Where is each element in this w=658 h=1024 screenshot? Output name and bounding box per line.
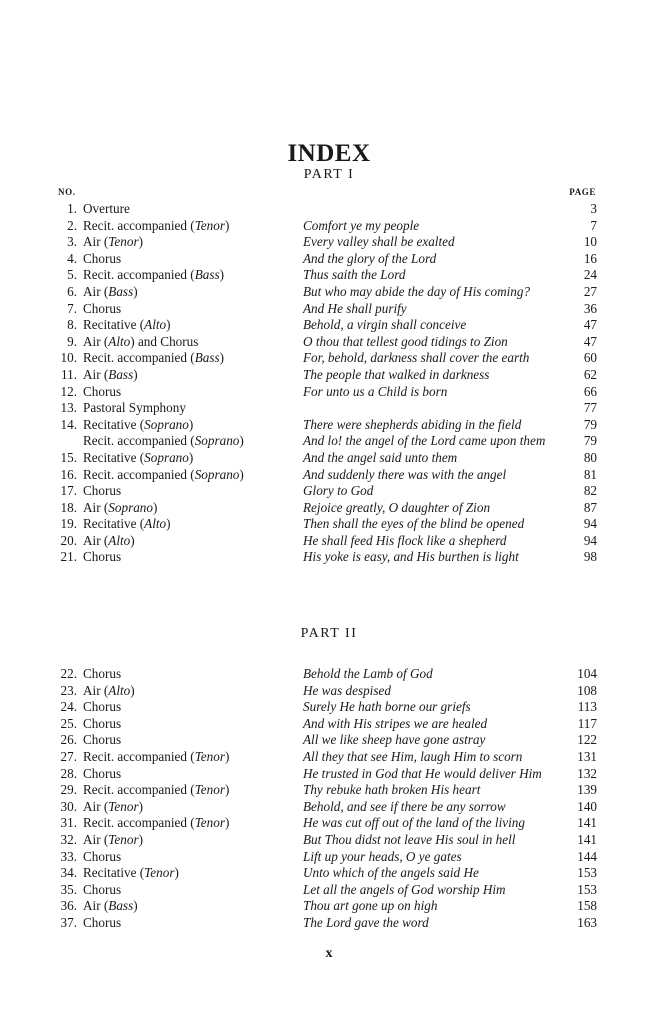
movement-form: Overture [83, 201, 130, 216]
index-entry [0, 782, 658, 799]
entry-number: 10. [60, 350, 77, 366]
entry-movement-type [83, 201, 130, 218]
entry-incipit: And suddenly there was with the angel [303, 466, 507, 482]
entry-movement-type [83, 367, 138, 384]
entry-movement-type [83, 267, 224, 284]
movement-form: Chorus [83, 848, 122, 864]
voice-part: Tenor [194, 815, 225, 831]
movement-form: Recit. accompanied ( [83, 350, 195, 366]
voice-part: Soprano [144, 449, 189, 465]
entry-incipit: Lift up your heads, O ye gates [303, 848, 462, 864]
entry-incipit: For, behold, darkness shall cover the earth [303, 350, 530, 366]
movement-form: Recit. accompanied ( [83, 267, 195, 283]
voice-part: Alto [108, 333, 131, 349]
entry-movement-type [83, 516, 171, 533]
movement-form-suffix: ) [224, 217, 230, 233]
entry-page-number: 94 [583, 532, 597, 548]
entry-page-number: 104 [577, 666, 597, 681]
index-entry [0, 666, 658, 683]
movement-form: Recitative ( [83, 449, 145, 465]
entry-incipit: There were shepherds abiding in the field [303, 416, 522, 432]
entry-incipit: All we like sheep have gone astray [303, 732, 486, 748]
entry-incipit: Thou art gone up on high [303, 898, 438, 914]
entry-number: 27. [60, 748, 77, 764]
entry-page-number: 153 [577, 881, 597, 897]
voice-part: Alto [108, 682, 131, 698]
entry-movement-type [83, 766, 121, 783]
entry-page-number: 79 [583, 416, 597, 432]
index-entry [0, 218, 658, 235]
entry-movement-type [83, 749, 229, 766]
entry-movement-type [83, 799, 143, 816]
entry-page-number: 139 [577, 782, 597, 798]
movement-form: Recit. accompanied ( [83, 782, 195, 798]
index-entry [0, 699, 658, 716]
movement-form: Recit. accompanied ( [83, 815, 195, 831]
entry-page-number: 144 [577, 848, 597, 864]
movement-form: Air ( [83, 283, 109, 299]
entry-incipit: O thou that tellest good tidings to Zion [303, 333, 508, 349]
index-entry [0, 483, 658, 500]
entry-incipit: And lo! the angel of the Lord came upon them [303, 433, 546, 449]
voice-part: Bass [108, 366, 134, 382]
entry-incipit: He trusted in God that He would deliver Him [303, 765, 542, 781]
entry-number: 34. [60, 865, 77, 881]
movement-form: Recit. accompanied ( [83, 217, 195, 233]
voice-part: Bass [194, 267, 220, 283]
index-entry [0, 500, 658, 517]
index-entry [0, 732, 658, 749]
entry-movement-type [83, 915, 121, 932]
entry-page-number: 81 [583, 466, 597, 482]
entry-number: 20. [60, 532, 77, 548]
entry-movement-type [83, 433, 244, 450]
entry-number: 16. [60, 466, 77, 482]
voice-part: Bass [108, 283, 134, 299]
index-entry [0, 865, 658, 882]
entry-incipit: Thus saith the Lord [303, 267, 406, 283]
index-entry [0, 251, 658, 268]
movement-form: Air ( [83, 234, 109, 250]
movement-form: Air ( [83, 366, 109, 382]
entry-movement-type [83, 334, 198, 351]
entry-page-number: 141 [577, 831, 597, 847]
entry-movement-type [83, 882, 121, 899]
entry-number: 7. [67, 300, 77, 316]
part-2-list [0, 666, 658, 932]
entry-incipit: Surely He hath borne our griefs [303, 699, 471, 715]
movement-form: Pastoral Symphony [83, 400, 186, 416]
entry-number: 18. [60, 499, 77, 515]
voice-part: Alto [108, 532, 131, 548]
index-entry [0, 549, 658, 566]
entry-incipit: The people that walked in darkness [303, 366, 490, 382]
entry-number: 4. [67, 250, 77, 266]
movement-form-suffix: ) and Chorus [130, 333, 199, 349]
entry-page-number: 122 [577, 732, 597, 748]
entry-page-number: 62 [583, 366, 597, 382]
index-entry [0, 400, 658, 417]
movement-form-suffix: ) [133, 283, 138, 299]
entry-page-number: 141 [577, 815, 597, 831]
movement-form-suffix: ) [138, 234, 143, 250]
movement-form: Chorus [83, 383, 122, 399]
entry-movement-type [83, 666, 121, 683]
entry-page-number: 153 [577, 865, 597, 881]
movement-form: Recit. accompanied ( [83, 748, 195, 764]
entry-number: 13. [60, 400, 77, 416]
entry-incipit: Behold, and see if there be any sorrow [303, 798, 506, 814]
movement-form-suffix: ) [133, 898, 138, 914]
voice-part: Soprano [144, 416, 189, 432]
voice-part: Soprano [194, 466, 240, 482]
movement-form-suffix: ) [219, 350, 225, 366]
entry-number: 35. [60, 881, 77, 897]
entry-movement-type [83, 699, 121, 716]
entry-page-number: 80 [583, 449, 597, 465]
page-title: INDEX [287, 140, 371, 167]
movement-form-suffix: ) [166, 516, 171, 532]
index-entry [0, 267, 658, 284]
movement-form-suffix: ) [130, 532, 135, 548]
movement-form: Recitative ( [83, 516, 145, 532]
entry-page-number: 36 [583, 300, 597, 316]
voice-part: Tenor [194, 782, 225, 798]
movement-form: Chorus [83, 549, 122, 565]
entry-page-number: 24 [583, 267, 597, 283]
entry-movement-type [83, 450, 193, 467]
entry-movement-type [83, 533, 135, 550]
entry-incipit: Behold the Lamb of God [303, 666, 433, 681]
entry-number: 9. [67, 333, 77, 349]
voice-part: Tenor [194, 748, 225, 764]
entry-incipit: And the angel said unto them [303, 449, 458, 465]
entry-movement-type [83, 549, 121, 566]
entry-incipit: Comfort ye my people [303, 217, 420, 233]
voice-part: Alto [144, 317, 167, 333]
movement-form-suffix: ) [174, 865, 179, 881]
entry-page-number: 27 [583, 283, 597, 299]
entry-page-number: 117 [577, 715, 597, 731]
column-header-page: PAGE [569, 187, 596, 197]
entry-number: 37. [60, 914, 77, 930]
entry-incipit: Let all the angels of God worship Him [303, 881, 506, 897]
part-1-list [0, 201, 658, 566]
index-entry [0, 467, 658, 484]
entry-number: 2. [67, 217, 77, 233]
entry-movement-type [83, 417, 193, 434]
movement-form-suffix: ) [166, 317, 171, 333]
entry-page-number: 3 [590, 201, 597, 216]
voice-part: Tenor [108, 234, 139, 250]
entry-movement-type [83, 384, 121, 401]
movement-form-suffix: ) [224, 782, 230, 798]
entry-page-number: 94 [583, 516, 597, 532]
entry-page-number: 131 [577, 748, 597, 764]
entry-movement-type [83, 865, 179, 882]
voice-part: Tenor [144, 865, 175, 881]
entry-number: 6. [67, 283, 77, 299]
movement-form: Air ( [83, 532, 109, 548]
entry-incipit: And the glory of the Lord [303, 250, 437, 266]
index-entry [0, 683, 658, 700]
entry-movement-type [83, 483, 121, 500]
entry-number: 21. [60, 549, 77, 565]
movement-form: Chorus [83, 250, 122, 266]
entry-movement-type [83, 849, 121, 866]
entry-incipit: Every valley shall be exalted [303, 234, 455, 250]
index-entry [0, 384, 658, 401]
entry-incipit: Unto which of the angels said He [303, 865, 479, 881]
entry-number: 23. [60, 682, 77, 698]
entry-incipit: He was cut off out of the land of the living [303, 815, 525, 831]
entry-number: 5. [67, 267, 77, 283]
column-header-number: NO. [58, 187, 76, 197]
entry-page-number: 87 [583, 499, 597, 515]
entry-incipit: All they that see Him, laugh Him to scorn [303, 748, 523, 764]
movement-form: Air ( [83, 831, 109, 847]
index-entry [0, 716, 658, 733]
entry-movement-type [83, 234, 143, 251]
entry-incipit: For unto us a Child is born [303, 383, 448, 399]
index-entry [0, 201, 658, 218]
entry-number: 30. [60, 798, 77, 814]
voice-part: Soprano [108, 499, 153, 515]
movement-form: Chorus [83, 699, 122, 715]
movement-form-suffix: ) [152, 499, 158, 515]
movement-form-suffix: ) [138, 831, 143, 847]
entry-movement-type [83, 815, 229, 832]
entry-incipit: Behold, a virgin shall conceive [303, 317, 467, 333]
voice-part: Tenor [108, 798, 139, 814]
movement-form-suffix: ) [239, 466, 244, 482]
movement-form: Chorus [83, 666, 122, 681]
entry-incipit: And with His stripes we are healed [303, 715, 488, 731]
index-entry [0, 799, 658, 816]
movement-form-suffix: ) [133, 366, 138, 382]
index-entry [0, 766, 658, 783]
entry-movement-type [83, 467, 244, 484]
index-entry [0, 882, 658, 899]
page-number-footer: x [325, 946, 333, 961]
entry-number: 8. [67, 317, 77, 333]
voice-part: Tenor [108, 831, 139, 847]
entry-incipit: But who may abide the day of His coming? [303, 283, 531, 299]
movement-form-suffix: ) [188, 416, 194, 432]
entry-movement-type [83, 284, 138, 301]
entry-movement-type [83, 500, 157, 517]
index-entry [0, 749, 658, 766]
movement-form: Chorus [83, 715, 122, 731]
index-entry [0, 234, 658, 251]
entry-number: 29. [60, 782, 77, 798]
index-entry [0, 334, 658, 351]
entry-page-number: 140 [577, 798, 597, 814]
index-entry [0, 849, 658, 866]
entry-incipit: He shall feed His flock like a shepherd [303, 532, 507, 548]
movement-form-suffix: ) [138, 798, 143, 814]
index-entry [0, 450, 658, 467]
entry-movement-type [83, 350, 224, 367]
voice-part: Soprano [194, 433, 240, 449]
entry-incipit: His yoke is easy, and His burthen is light [303, 549, 519, 565]
index-entry [0, 915, 658, 932]
movement-form-suffix: ) [224, 748, 230, 764]
entry-incipit: Thy rebuke hath broken His heart [303, 782, 481, 798]
entry-number: 26. [60, 732, 77, 748]
entry-incipit: Glory to God [303, 483, 374, 499]
entry-incipit: But Thou didst not leave His soul in hell [303, 831, 516, 847]
entry-number: 19. [60, 516, 77, 532]
entry-incipit: The Lord gave the word [303, 914, 429, 930]
entry-movement-type [83, 898, 138, 915]
index-entry [0, 417, 658, 434]
index-entry [0, 832, 658, 849]
entry-incipit: He was despised [303, 682, 391, 698]
index-entry [0, 533, 658, 550]
entry-page-number: 98 [583, 549, 597, 565]
movement-form: Chorus [83, 300, 122, 316]
entry-number: 33. [60, 848, 77, 864]
movement-form: Recit. accompanied ( [83, 433, 195, 449]
index-entry [0, 898, 658, 915]
entry-number: 14. [60, 416, 77, 432]
entry-incipit: Then shall the eyes of the blind be opened [303, 516, 525, 532]
entry-incipit: Rejoice greatly, O daughter of Zion [303, 499, 491, 515]
movement-form: Chorus [83, 483, 122, 499]
entry-movement-type [83, 400, 186, 417]
index-entry [0, 815, 658, 832]
movement-form-suffix: ) [224, 815, 230, 831]
movement-form: Air ( [83, 898, 109, 914]
part-1-heading: PART I [303, 167, 355, 182]
index-entry [0, 433, 658, 450]
entry-page-number: 47 [583, 317, 597, 333]
entry-movement-type [83, 832, 143, 849]
part-2-heading: PART II [300, 626, 358, 641]
entry-number: 15. [60, 449, 77, 465]
index-entry [0, 350, 658, 367]
entry-incipit: And He shall purify [303, 300, 407, 316]
entry-number: 1. [67, 201, 77, 216]
index-entry [0, 516, 658, 533]
index-entry [0, 284, 658, 301]
movement-form-suffix: ) [188, 449, 194, 465]
movement-form: Recit. accompanied ( [83, 466, 195, 482]
voice-part: Bass [108, 898, 134, 914]
entry-number: 17. [60, 483, 77, 499]
movement-form: Recitative ( [83, 317, 145, 333]
entry-page-number: 163 [577, 914, 597, 930]
movement-form: Air ( [83, 499, 109, 515]
entry-movement-type [83, 732, 121, 749]
entry-page-number: 79 [583, 433, 597, 449]
entry-number: 28. [60, 765, 77, 781]
movement-form-suffix: ) [239, 433, 244, 449]
movement-form: Chorus [83, 881, 122, 897]
movement-form: Air ( [83, 798, 109, 814]
entry-page-number: 60 [583, 350, 597, 366]
entry-movement-type [83, 317, 171, 334]
index-entry [0, 367, 658, 384]
entry-page-number: 158 [577, 898, 597, 914]
entry-page-number: 66 [583, 383, 597, 399]
entry-page-number: 82 [583, 483, 597, 499]
movement-form: Air ( [83, 682, 109, 698]
entry-number: 25. [60, 715, 77, 731]
movement-form-suffix: ) [130, 682, 135, 698]
entry-number: 12. [60, 383, 77, 399]
entry-number: 36. [60, 898, 77, 914]
movement-form: Chorus [83, 914, 122, 930]
index-entry [0, 317, 658, 334]
movement-form: Recitative ( [83, 865, 145, 881]
entry-page-number: 77 [583, 400, 597, 416]
entry-number: 31. [60, 815, 77, 831]
movement-form: Air ( [83, 333, 109, 349]
voice-part: Alto [144, 516, 167, 532]
entry-number: 32. [60, 831, 77, 847]
entry-page-number: 47 [583, 333, 597, 349]
entry-movement-type [83, 683, 135, 700]
entry-page-number: 113 [577, 699, 597, 715]
movement-form-suffix: ) [219, 267, 225, 283]
entry-movement-type [83, 301, 121, 318]
voice-part: Tenor [194, 217, 225, 233]
entry-page-number: 108 [577, 682, 597, 698]
entry-page-number: 16 [583, 250, 597, 266]
entry-movement-type [83, 716, 121, 733]
entry-page-number: 132 [577, 765, 597, 781]
voice-part: Bass [194, 350, 220, 366]
entry-movement-type [83, 782, 229, 799]
movement-form: Chorus [83, 732, 122, 748]
entry-page-number: 7 [590, 217, 597, 233]
index-entry [0, 301, 658, 318]
entry-movement-type [83, 218, 229, 235]
entry-number: 24. [60, 699, 77, 715]
entry-page-number: 10 [583, 234, 597, 250]
entry-number: 22. [60, 666, 77, 681]
movement-form: Chorus [83, 765, 122, 781]
entry-number: 3. [67, 234, 77, 250]
entry-movement-type [83, 251, 121, 268]
entry-number: 11. [61, 366, 77, 382]
movement-form: Recitative ( [83, 416, 145, 432]
